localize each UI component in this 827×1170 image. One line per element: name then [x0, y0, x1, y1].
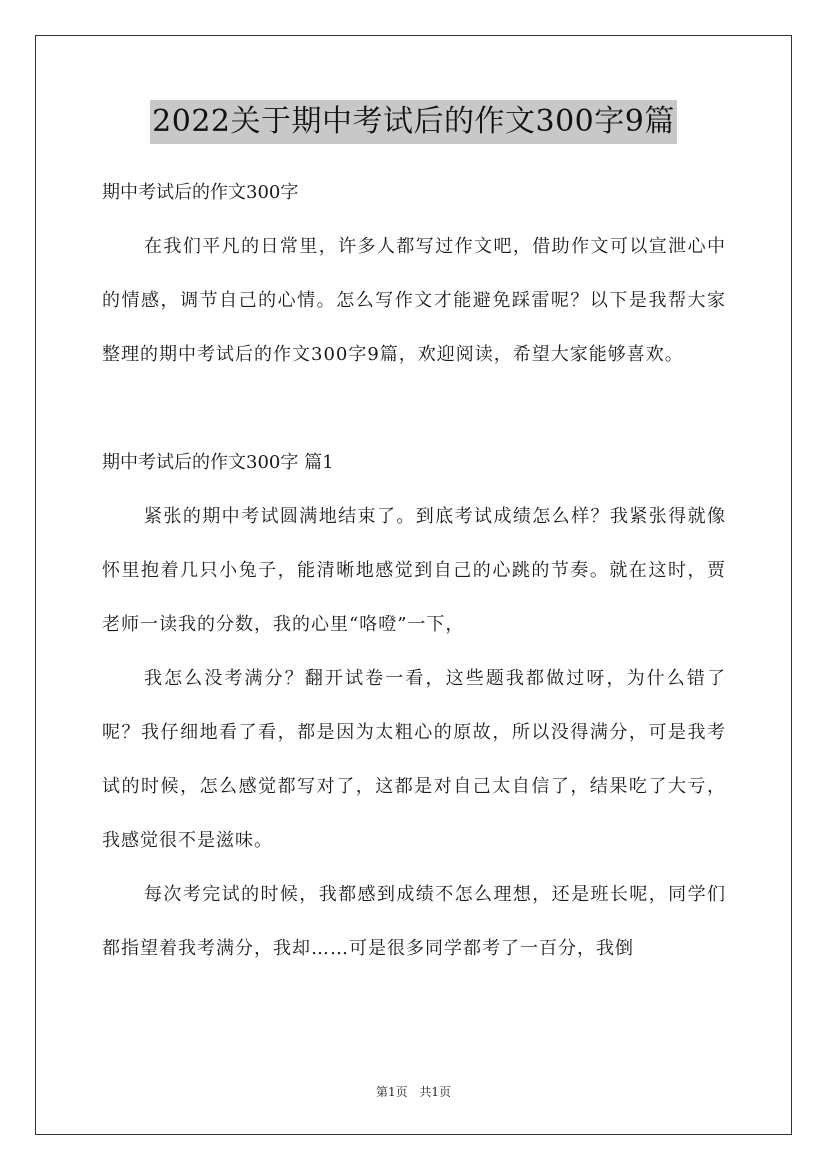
page-total: 共1页 — [419, 1085, 452, 1099]
intro-paragraph: 在我们平凡的日常里，许多人都写过作文吧，借助作文可以宣泄心中的情感，调节自己的心情。怎么写作文才能避免踩雷呢？以下是我帮大家整理的期中考试后的作文300字9篇，欢迎阅读，希望大家能够喜欢。 — [102, 236, 726, 365]
page-footer — [0, 1083, 827, 1100]
section1-paragraph-1: 紧张的期中考试圆满地结束了。到底考试成绩怎么样？我紧张得就像怀里抱着几只小兔子，能清晰地感觉到自己的心跳的节奏。就在这时，贾老师一读我的分数，我的心里“咯噔”一下， — [102, 506, 726, 635]
document-title: 2022关于期中考试后的作文300字9篇 — [150, 100, 677, 144]
section1-paragraph-3: 每次考完试的时候，我都感到成绩不怎么理想，还是班长呢，同学们都指望着我考满分，我却……可是很多同学都考了一百分，我倒 — [102, 884, 726, 959]
section1-paragraph-2: 我怎么没考满分？翻开试卷一看，这些题我都做过呀，为什么错了呢？我仔细地看了看，都是因为太粗心的原故，所以没得满分，可是我考试的时候，怎么感觉都写对了，这都是对自己太自信了，结果吃了大亏，我感觉很不是滋味。 — [102, 668, 726, 851]
intro-heading: 期中考试后的作文300字 — [102, 182, 299, 203]
title-container — [0, 100, 827, 144]
section1-heading: 期中考试后的作文300字 篇1 — [102, 452, 334, 473]
document-body — [102, 166, 726, 976]
section-spacer — [102, 382, 726, 436]
page-number: 第1页 — [375, 1085, 408, 1099]
